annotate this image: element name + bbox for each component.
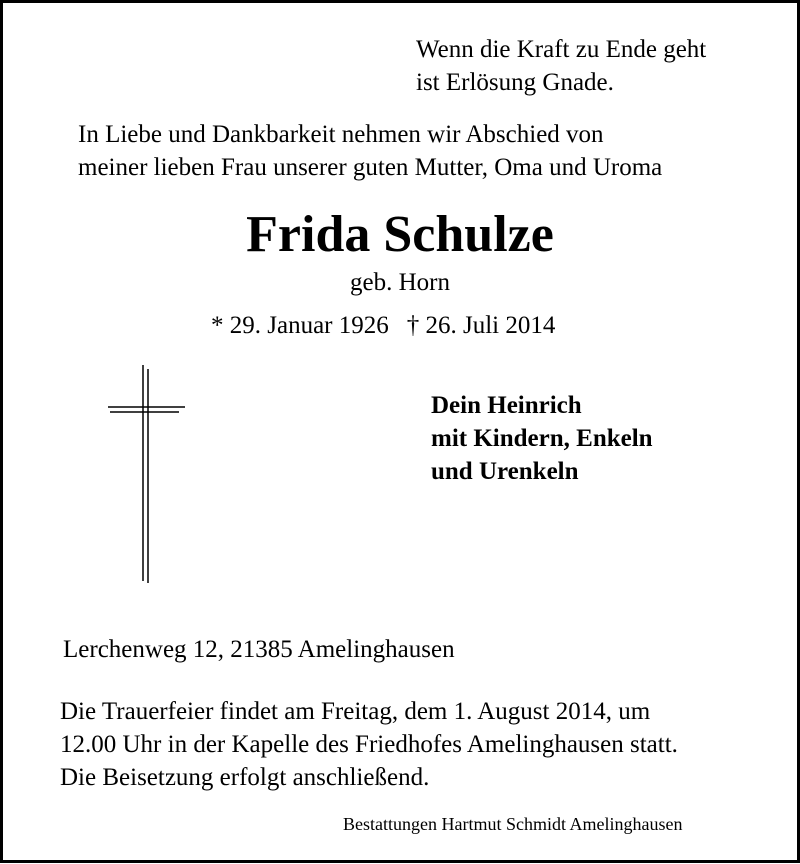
quote xyxy=(416,33,706,99)
death-date: † 26. Juli 2014 xyxy=(406,312,556,339)
cross-icon xyxy=(105,365,190,583)
birth-date: * 29. Januar 1926 xyxy=(211,312,389,339)
maiden-name: geb. Horn xyxy=(350,269,450,296)
intro-line: meiner lieben Frau unserer guten Mutter, Oma und Uroma xyxy=(78,154,663,181)
mourner-line: Dein Heinrich xyxy=(431,392,582,419)
address: Lerchenweg 12, 21385 Amelinghausen xyxy=(63,636,455,663)
service-info xyxy=(60,695,678,794)
quote-line: ist Erlösung Gnade. xyxy=(416,69,614,96)
service-line: 12.00 Uhr in der Kapelle des Friedhofes Amelinghausen statt. xyxy=(60,731,678,758)
deceased-name: Frida Schulze xyxy=(246,206,554,263)
mourner-line: mit Kindern, Enkeln xyxy=(431,425,653,452)
quote-line: Wenn die Kraft zu Ende geht xyxy=(416,36,707,63)
intro-text xyxy=(78,118,662,184)
intro-line: In Liebe und Dankbarkeit nehmen wir Abschied von xyxy=(78,121,604,148)
service-line: Die Beisetzung erfolgt anschließend. xyxy=(60,764,430,791)
mourner-line: und Urenkeln xyxy=(431,458,579,485)
service-line: Die Trauerfeier findet am Freitag, dem 1. August 2014, um xyxy=(60,698,651,725)
mourners xyxy=(431,389,653,488)
funeral-home: Bestattungen Hartmut Schmidt Amelinghausen xyxy=(343,814,683,834)
life-dates xyxy=(211,311,555,341)
